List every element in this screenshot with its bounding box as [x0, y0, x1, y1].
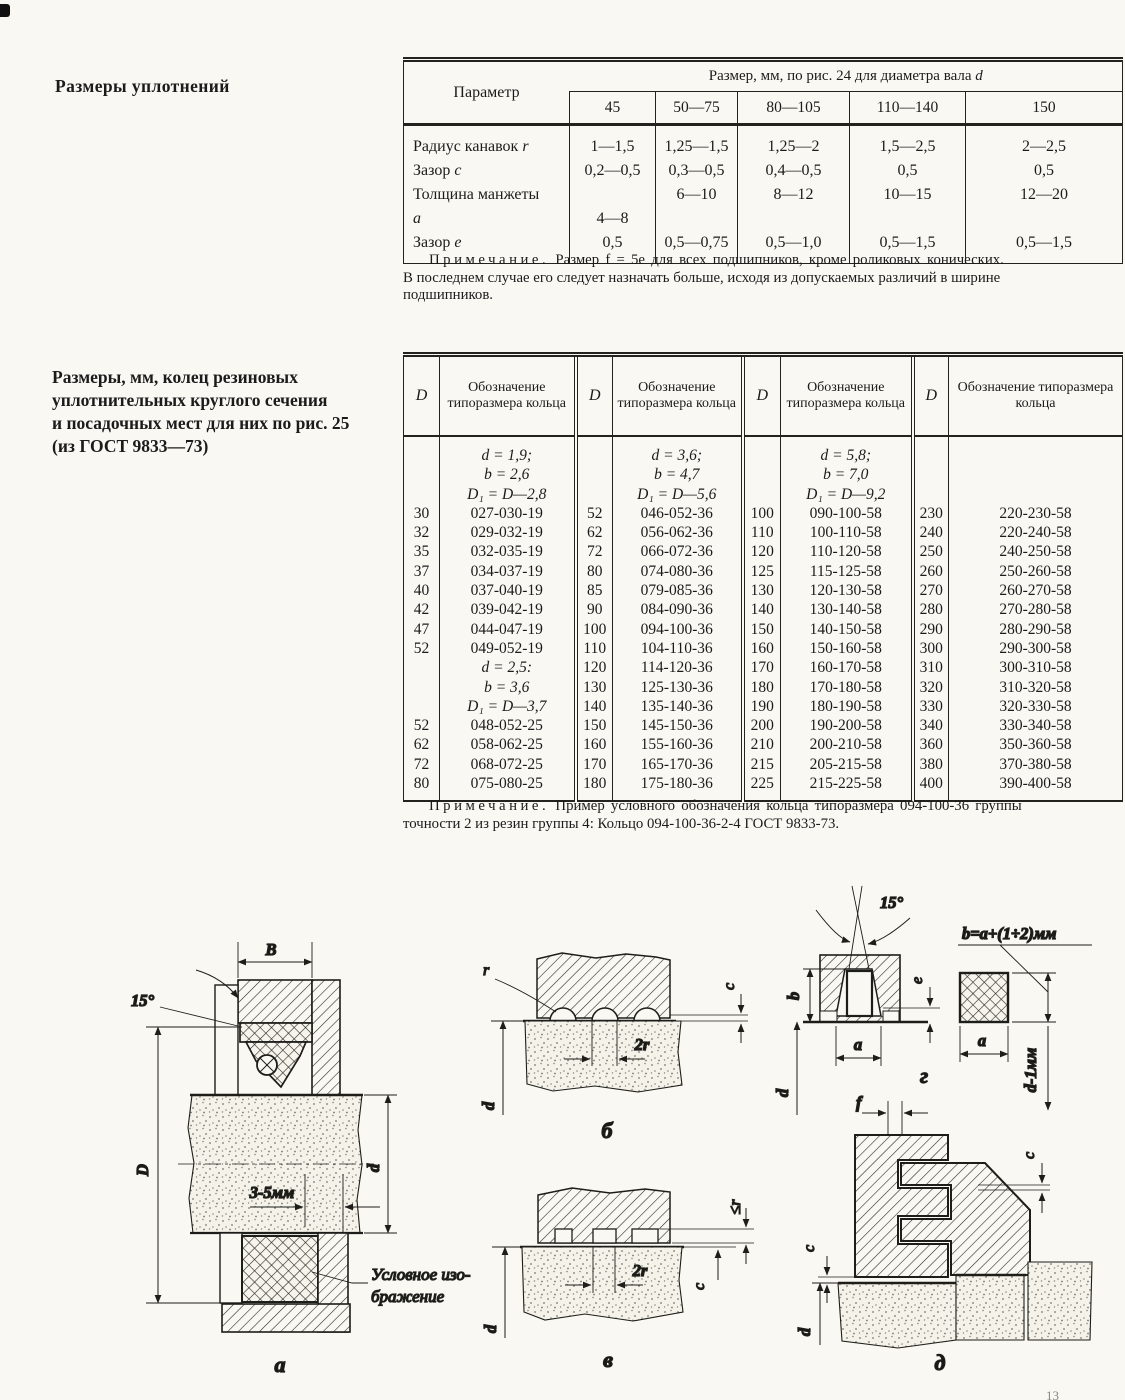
seal-dimensions-table: [403, 57, 1123, 264]
designation-cell: 290-300-58: [949, 639, 1123, 658]
designation-cell: 104-110-36: [613, 639, 743, 658]
table-row: [404, 639, 1123, 658]
ring-height-label: d-1мм: [1021, 1047, 1040, 1093]
value-cell: 4—8: [570, 207, 656, 231]
d-value-cell: 260: [913, 562, 949, 581]
designation-cell: 205-215-58: [781, 755, 913, 774]
d-value-cell: 200: [743, 716, 781, 735]
d-value-cell: 130: [743, 581, 781, 600]
heading-line: Размеры, мм, колец резиновых: [52, 367, 298, 387]
designation-cell: 068-072-25: [440, 755, 576, 774]
designation-cell: 034-037-19: [440, 562, 576, 581]
groove-radius-label: r: [483, 962, 490, 979]
table-row: [404, 542, 1123, 561]
clearance-c-label: c: [691, 1282, 708, 1290]
table-row: [404, 678, 1123, 697]
groove-width-a-label: a: [853, 1035, 863, 1054]
shaft-diameter-column-header: 110—140: [850, 92, 966, 125]
d-value-cell: [913, 485, 949, 504]
caption-d: д: [934, 1350, 946, 1375]
shaft-diameter-label: d: [364, 1163, 383, 1173]
designation-cell: 079-085-36: [613, 581, 743, 600]
table-row: [404, 658, 1123, 677]
d-value-cell: 52: [413, 717, 430, 735]
shaft-diameter-label: d: [795, 1327, 814, 1337]
d-value-cell: 52: [413, 639, 430, 657]
designation-cell: 180-190-58: [781, 697, 913, 716]
d-value-cell: 330: [913, 697, 949, 716]
section-heading-o-rings: [52, 366, 392, 458]
table-row: [404, 125, 1123, 160]
d-value-cell: [404, 697, 440, 716]
d-value-cell: 190: [743, 697, 781, 716]
designation-cell: b = 7,0: [781, 465, 913, 484]
table-row: [404, 620, 1123, 639]
d-value-cell: 100: [743, 504, 781, 523]
table-row: [404, 183, 1123, 207]
value-cell: [656, 207, 738, 231]
designation-cell: b = 3,6: [440, 678, 576, 697]
parameter-name-cell: a: [413, 210, 421, 227]
designation-cell: 049-052-19: [440, 639, 576, 658]
d-value-cell: 290: [913, 620, 949, 639]
groove-depth-label: ≤r: [727, 1199, 744, 1215]
value-cell: 0,5: [570, 231, 656, 264]
designation-cell: D₁ = D—9,2: [781, 485, 913, 504]
drawing-round-grooves: [479, 953, 748, 1143]
d-value-cell: [913, 436, 949, 465]
value-cell: [850, 207, 966, 231]
value-cell: 0,5: [850, 159, 966, 183]
d-value-cell: [913, 465, 949, 484]
designation-column-header: Обозначение типоразмера кольца: [781, 355, 913, 437]
designation-cell: 260-270-58: [949, 581, 1123, 600]
d-column-header: D: [743, 355, 781, 437]
designation-cell: 140-150-58: [781, 620, 913, 639]
d-value-cell: 170: [743, 658, 781, 677]
table-row: [404, 735, 1123, 754]
d-value-cell: 85: [576, 581, 613, 600]
d-value-cell: [743, 485, 781, 504]
designation-cell: 350-360-58: [949, 735, 1123, 754]
drawing-felt-groove: [773, 886, 1092, 1115]
table-row: [404, 485, 1123, 504]
designation-cell: 044-047-19: [440, 620, 576, 639]
d-value-cell: 72: [576, 542, 613, 561]
value-cell: 0,4—0,5: [738, 159, 850, 183]
parameter-name-cell: Радиус канавок r: [413, 138, 529, 155]
d-value-cell: [576, 436, 613, 465]
d-column-header: D: [913, 355, 949, 437]
footnote-line: Примечание. Размер f = 5e для всех подшипников, кроме роликовых конических.: [429, 252, 1004, 268]
designation-cell: 190-200-58: [781, 716, 913, 735]
d-value-cell: 230: [913, 504, 949, 523]
designation-cell: [949, 436, 1123, 465]
table-row: [404, 523, 1123, 542]
value-cell: 0,2—0,5: [570, 159, 656, 183]
designation-cell: 175-180-36: [613, 774, 743, 801]
page-number: 13: [1046, 1388, 1059, 1400]
value-cell: 1,5—2,5: [850, 125, 966, 160]
designation-cell: [949, 465, 1123, 484]
designation-cell: 027-030-19: [440, 504, 576, 523]
designation-cell: 330-340-58: [949, 716, 1123, 735]
designation-cell: 250-260-58: [949, 562, 1123, 581]
shaft-diameter-label: d: [773, 1088, 792, 1098]
designation-cell: 170-180-58: [781, 678, 913, 697]
d-value-cell: 170: [576, 755, 613, 774]
designation-cell: 084-090-36: [613, 600, 743, 619]
table-row: [404, 581, 1123, 600]
value-cell: 0,3—0,5: [656, 159, 738, 183]
value-cell: 12—20: [966, 183, 1123, 207]
d-value-cell: 250: [913, 542, 949, 561]
d-value-cell: [404, 485, 440, 504]
d-value-cell: 110: [576, 639, 613, 658]
d-value-cell: 62: [576, 523, 613, 542]
shaft-diameter-column-header: 150: [966, 92, 1123, 125]
d-value-cell: 225: [743, 774, 781, 801]
d-value-cell: 215: [743, 755, 781, 774]
heading-line: уплотнительных круглого сечения: [52, 390, 328, 410]
designation-cell: 160-170-58: [781, 658, 913, 677]
value-cell: [738, 207, 850, 231]
designation-cell: 110-120-58: [781, 542, 913, 561]
value-cell: 2—2,5: [966, 125, 1123, 160]
designation-cell: 125-130-36: [613, 678, 743, 697]
groove-2r-label: 2r: [632, 1261, 648, 1280]
d-value-cell: 125: [743, 562, 781, 581]
designation-cell: 270-280-58: [949, 600, 1123, 619]
callout-conventional-image-line1: Условное изо-: [371, 1265, 471, 1284]
clearance-c-top-label: c: [1021, 1151, 1038, 1159]
designation-cell: d = 2,5:: [440, 658, 576, 677]
section-heading-seal-sizes: Размеры уплотнений: [55, 76, 230, 96]
d-value-cell: [404, 658, 440, 677]
d-value-cell: [576, 465, 613, 484]
d-value-cell: 400: [913, 774, 949, 801]
heading-line: (из ГОСТ 9833—73): [52, 436, 209, 456]
designation-cell: D₁ = D—3,7: [440, 697, 576, 716]
value-cell: 0,5—1,5: [850, 231, 966, 264]
value-cell: [570, 183, 656, 207]
d-value-cell: 140: [576, 697, 613, 716]
designation-column-header: Обозначение типоразмера кольца: [440, 355, 576, 437]
table2-footnote: [403, 798, 1125, 833]
gap-3-5mm-label: 3-5мм: [249, 1183, 295, 1202]
footnote-line: Примечание. Пример условного обозначения кольца типоразмера 094-100-36 группы: [429, 798, 1022, 814]
designation-cell: 220-230-58: [949, 504, 1123, 523]
table-row: [404, 207, 1123, 231]
d-value-cell: 180: [743, 678, 781, 697]
d-value-cell: 210: [743, 735, 781, 754]
designation-cell: 320-330-58: [949, 697, 1123, 716]
d-value-cell: 340: [913, 716, 949, 735]
d-value-cell: 240: [913, 523, 949, 542]
footnote-line: точности 2 из резин группы 4: Кольцо 094-100-36-2-4 ГОСТ 9833-73.: [403, 815, 840, 832]
clearance-e-label: e: [909, 976, 926, 984]
designation-cell: 120-130-58: [781, 581, 913, 600]
d-value-cell: 320: [913, 678, 949, 697]
angle-label: 15°: [880, 893, 904, 912]
drawing-lip-seal: [131, 940, 471, 1377]
value-cell: 0,5—1,0: [738, 231, 850, 264]
d-value-cell: 32: [413, 524, 430, 542]
d-value-cell: 150: [576, 716, 613, 735]
designation-cell: 370-380-58: [949, 755, 1123, 774]
value-cell: 1—1,5: [570, 125, 656, 160]
d-value-cell: 310: [913, 658, 949, 677]
value-cell: 1,25—1,5: [656, 125, 738, 160]
table-row: [404, 465, 1123, 484]
footnote-line: подшипников.: [403, 287, 494, 304]
designation-cell: 240-250-58: [949, 542, 1123, 561]
d-value-cell: 120: [743, 542, 781, 561]
d-value-cell: 150: [743, 620, 781, 639]
designation-cell: 037-040-19: [440, 581, 576, 600]
designation-cell: d = 1,9;: [440, 436, 576, 465]
designation-cell: 114-120-36: [613, 658, 743, 677]
clearance-c-label: c: [721, 982, 738, 990]
designation-cell: 310-320-58: [949, 678, 1123, 697]
d-column-header: D: [576, 355, 613, 437]
seal-technical-drawings: [0, 880, 1125, 1400]
d-value-cell: 80: [413, 775, 430, 793]
d-value-cell: 360: [913, 735, 949, 754]
designation-cell: 032-035-19: [440, 542, 576, 561]
d-value-cell: 42: [413, 601, 430, 619]
table1-footnote: [403, 252, 1125, 305]
groove-height-b-label: b: [784, 991, 803, 1001]
shaft-diameter-column-header: 80—105: [738, 92, 850, 125]
table-row: [404, 436, 1123, 465]
caption-g: г: [919, 1063, 929, 1088]
designation-cell: [949, 485, 1123, 504]
designation-cell: 130-140-58: [781, 600, 913, 619]
caption-b: б: [601, 1118, 613, 1143]
value-cell: 0,5: [966, 159, 1123, 183]
d-value-cell: 100: [576, 620, 613, 639]
d-value-cell: 300: [913, 639, 949, 658]
designation-cell: d = 5,8;: [781, 436, 913, 465]
caption-v: в: [603, 1347, 613, 1372]
designation-cell: 115-125-58: [781, 562, 913, 581]
shaft-diameter-column-header: 45: [570, 92, 656, 125]
designation-cell: 300-310-58: [949, 658, 1123, 677]
d-value-cell: 37: [413, 562, 430, 580]
d-value-cell: 52: [576, 504, 613, 523]
table-row: [404, 755, 1123, 774]
size-span-header: Размер, мм, по рис. 24 для диаметра вала d: [570, 60, 1123, 92]
caption-a: а: [274, 1352, 286, 1377]
designation-cell: d = 3,6;: [613, 436, 743, 465]
d-value-cell: 140: [743, 600, 781, 619]
designation-cell: 058-062-25: [440, 735, 576, 754]
designation-cell: 046-052-36: [613, 504, 743, 523]
designation-cell: 066-072-36: [613, 542, 743, 561]
o-ring-sizes-table: [403, 352, 1123, 802]
table-row: [404, 600, 1123, 619]
designation-cell: b = 4,7: [613, 465, 743, 484]
designation-column-header: Обозначение типоразмера кольца: [949, 355, 1123, 437]
parameter-name-cell: Зазор c: [413, 162, 462, 179]
designation-cell: 075-080-25: [440, 774, 576, 801]
designation-column-header: Обозначение типоразмера кольца: [613, 355, 743, 437]
gap-f-label: f: [856, 1093, 862, 1112]
designation-cell: D₁ = D—5,6: [613, 485, 743, 504]
d-value-cell: 160: [743, 639, 781, 658]
d-value-cell: 130: [576, 678, 613, 697]
parameter-name-cell: Зазор e: [413, 234, 462, 251]
shaft-diameter-label: d: [479, 1101, 498, 1111]
drawing-rect-grooves: [481, 1188, 754, 1372]
designation-cell: D₁ = D—2,8: [440, 485, 576, 504]
ring-width-a-label: a: [977, 1031, 987, 1050]
designation-cell: 390-400-58: [949, 774, 1123, 801]
d-value-cell: 180: [576, 774, 613, 801]
d-column-header: D: [404, 355, 440, 437]
callout-conventional-image-line2: бражение: [371, 1287, 445, 1306]
ring-formula-label: b=a+(1÷2)мм: [962, 924, 1057, 943]
designation-cell: 165-170-36: [613, 755, 743, 774]
designation-cell: 048-052-25: [440, 716, 576, 735]
d-value-cell: 40: [413, 582, 430, 600]
d-value-cell: 380: [913, 755, 949, 774]
table-row: [404, 716, 1123, 735]
scan-ink-mark: [0, 4, 10, 17]
d-value-cell: 90: [576, 600, 613, 619]
d-value-cell: 47: [413, 620, 430, 638]
value-cell: 0,5—1,5: [966, 231, 1123, 264]
table-row: [404, 159, 1123, 183]
d-value-cell: [404, 465, 440, 484]
designation-cell: 280-290-58: [949, 620, 1123, 639]
d-value-cell: [404, 436, 440, 465]
drawing-labyrinth-seal: [795, 1093, 1092, 1375]
d-value-cell: [576, 485, 613, 504]
table-row: [404, 504, 1123, 523]
designation-cell: 074-080-36: [613, 562, 743, 581]
heading-line: и посадочных мест для них по рис. 25: [52, 413, 350, 433]
designation-cell: 145-150-36: [613, 716, 743, 735]
value-cell: 1,25—2: [738, 125, 850, 160]
designation-cell: 029-032-19: [440, 523, 576, 542]
d-value-cell: 80: [576, 562, 613, 581]
value-cell: 6—10: [656, 183, 738, 207]
clearance-c-left-label: c: [801, 1244, 818, 1252]
d-value-cell: 30: [413, 504, 430, 522]
designation-cell: 215-225-58: [781, 774, 913, 801]
designation-cell: 056-062-36: [613, 523, 743, 542]
table-row: [404, 697, 1123, 716]
parameter-name-cell: Толщина манжеты: [413, 186, 540, 203]
designation-cell: 155-160-36: [613, 735, 743, 754]
footnote-line: В последнем случае его следует назначать больше, исходя из допускаемых различий в ширине: [403, 269, 1001, 286]
designation-cell: 135-140-36: [613, 697, 743, 716]
param-column-header: Параметр: [404, 60, 570, 125]
value-cell: [966, 207, 1123, 231]
d-value-cell: 62: [413, 736, 430, 754]
designation-cell: 150-160-58: [781, 639, 913, 658]
d-value-cell: 72: [413, 755, 430, 773]
shaft-diameter-label: d: [481, 1324, 500, 1334]
d-value-cell: 35: [413, 543, 430, 561]
d-value-cell: [743, 436, 781, 465]
d-value-cell: 110: [743, 523, 781, 542]
d-value-cell: 120: [576, 658, 613, 677]
designation-cell: 220-240-58: [949, 523, 1123, 542]
d-value-cell: [404, 678, 440, 697]
d-value-cell: 270: [913, 581, 949, 600]
d-value-cell: 280: [913, 600, 949, 619]
designation-cell: 039-042-19: [440, 600, 576, 619]
designation-cell: 090-100-58: [781, 504, 913, 523]
d-value-cell: 160: [576, 735, 613, 754]
designation-cell: b = 2,6: [440, 465, 576, 484]
table-row: [404, 562, 1123, 581]
groove-2r-label: 2r: [634, 1035, 650, 1054]
value-cell: 10—15: [850, 183, 966, 207]
d-value-cell: [743, 465, 781, 484]
designation-cell: 200-210-58: [781, 735, 913, 754]
width-b-label: B: [265, 940, 277, 959]
designation-cell: 100-110-58: [781, 523, 913, 542]
outer-diameter-label: D: [133, 1164, 152, 1176]
value-cell: 0,5—0,75: [656, 231, 738, 264]
shaft-diameter-column-header: 50—75: [656, 92, 738, 125]
designation-cell: 094-100-36: [613, 620, 743, 639]
value-cell: 8—12: [738, 183, 850, 207]
angle-label: 15°: [131, 991, 155, 1010]
